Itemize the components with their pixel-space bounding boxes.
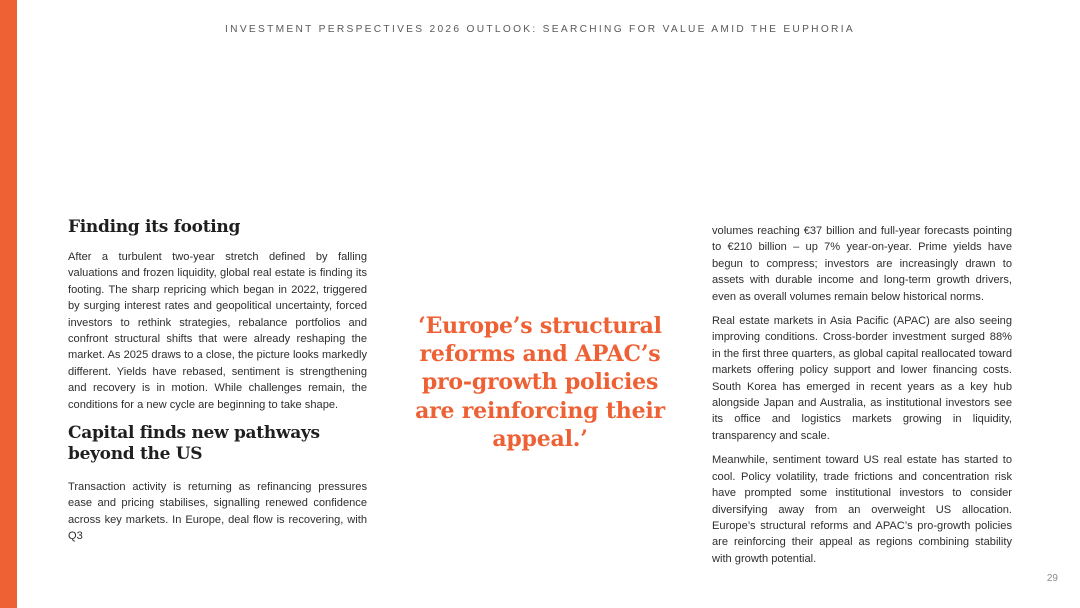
body-paragraph: After a turbulent two-year stretch defined by falling valuations and frozen liquidity, global real estate is finding its footing. The sharp repricing which began in 2022, triggered by surging interest rates and geopolitical uncertainty, forced investors to rethink strategies, rebalance portfolios and confront structural shifts that were already reshaping the market. As 2025 draws to a close, the picture looks markedly different. Yields have rebased, sentiment is strengthening and recovery is in motion. While challenges remain, the conditions for a new cycle are beginning to take shape. [68,251,367,411]
body-paragraph: Real estate markets in Asia Pacific (APAC) are also seeing improving conditions. Cross-border investment surged 88% in the first three quarters, as global capital reallocated toward markets offering policy support and lower financing costs. South Korea has emerged in recent years as a key hub alongside Japan and Australia, as institutional investors see its office and logistics markets growing in liquidity, transparency and scale. [712,315,1012,442]
section-heading-finding-its-footing: Finding its footing [68,217,241,237]
pull-quote: ‘Europe’s structural reforms and APAC’s pro-growth policies are reinforcing their appeal.’ [415,313,665,452]
section-heading-capital-finds-new-pathways: Capital finds new pathways beyond the US [68,423,320,465]
left-column [68,217,367,545]
body-paragraph: Meanwhile, sentiment toward US real estate has started to cool. Policy volatility, trade frictions and concentration risk have prompted some institutional investors to consider diversifying away from an overweight US allocation. Europe’s structural reforms and APAC’s pro-growth policies are reinforcing their appeal as regions combining stability with growth potential. [712,454,1012,565]
right-column [712,223,1012,575]
page-number: 29 [1046,573,1058,584]
body-paragraph: volumes reaching €37 billion and full-year forecasts pointing to €210 billion – up 7% year-on-year. Prime yields have begun to compress; investors are increasingly drawn to assets with durable income and long-term growth drivers, even as overall volumes remain below historical norms. [712,225,1012,303]
accent-bar [0,0,17,608]
body-paragraph: Transaction activity is returning as refinancing pressures ease and pricing stabilises, signalling renewed confidence across key markets. In Europe, deal flow is recovering, with Q3 [68,481,367,543]
page-header-title: INVESTMENT PERSPECTIVES 2026 OUTLOOK: SEARCHING FOR VALUE AMID THE EUPHORIA [225,24,855,35]
